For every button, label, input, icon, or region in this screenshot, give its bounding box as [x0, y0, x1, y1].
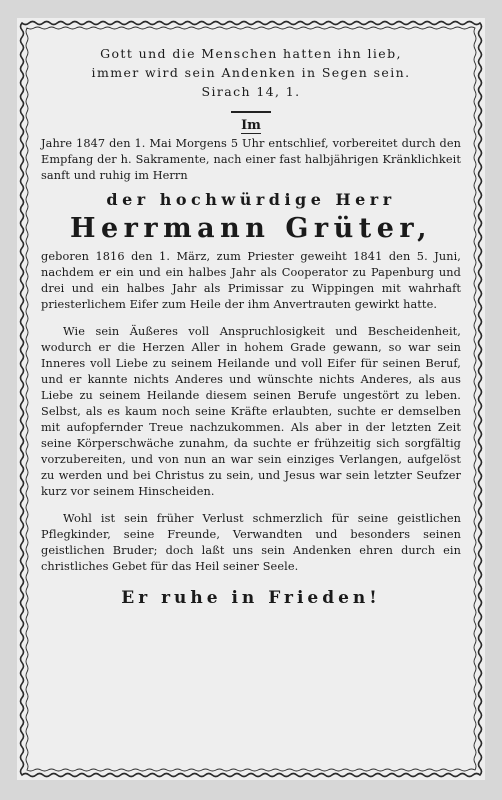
- intro-word-text: Im: [241, 118, 261, 133]
- intro-word: [41, 118, 461, 133]
- honorific-title: der hochwürdige Herr: [106, 190, 396, 209]
- closing-blessing: Er ruhe in Frieden!: [121, 588, 381, 608]
- motto-citation: Sirach 14, 1.: [201, 84, 301, 99]
- paragraph-character: Wie sein Äußeres voll Anspruchlosigkeit und Bescheidenheit, wodurch er die Herzen Aller in hohem Grade gewann, so war sein Inneres voll Liebe zu seinem Heilande und voll Eifer für seinen Beruf, und er kannte nichts Anderes und wünschte nichts Anderes, als aus Liebe zu seinem Heilande diesem seinen Berufe ungestört zu leben. Selbst, als es kaum noch seine Kräfte erlaubten, suchte er demselben mit aufopfernder Treue nachzukommen. Als aber in der letzten Zeit seine Körperschwäche zunahm, da suchte er frühzeitig sich sorgfältig vorzubereiten, und von nun an war sein einziges Verlangen, aufgelöst zu werden und bei Christus zu sein, und Jesus war sein letzter Seufzer kurz vor seinem Hinscheiden.: [41, 325, 461, 498]
- motto-line-2: immer wird sein Andenken in Segen sein.: [91, 65, 411, 80]
- paragraph-biography: geboren 1816 den 1. März, zum Priester geweiht 1841 den 5. Juni, nachdem er ein und ein halbes Jahr als Cooperator zu Papenburg und drei und ein halbes Jahr als Primissar zu Wippingen mit wahrhaft priesterlichem Eifer zum Heile der ihm Anvertrauten gewirkt hatte.: [41, 250, 461, 311]
- card-content: [41, 44, 461, 758]
- paragraph-remembrance: Wohl ist sein früher Verlust schmerzlich für seine geistlichen Pflegkinder, seine Freunde, Verwandten und besonders seinen geistlichen Bruder; doch laßt uns sein Andenken ehren durch ein christliches Gebet für das Heil seiner Seele.: [41, 512, 461, 573]
- memorial-card: [17, 18, 485, 780]
- deceased-name: Herrmann Grüter,: [69, 213, 433, 244]
- motto-line-1: Gott und die Menschen hatten ihn lieb,: [100, 46, 402, 61]
- motto: [41, 44, 461, 101]
- divider-rule: [231, 111, 271, 113]
- paragraph-death-notice: Jahre 1847 den 1. Mai Morgens 5 Uhr entschlief, vorbereitet durch den Empfang der h. Sakramente, nach einer fast halbjährigen Kränklichkeit sanft und ruhig im Herrn: [41, 137, 461, 182]
